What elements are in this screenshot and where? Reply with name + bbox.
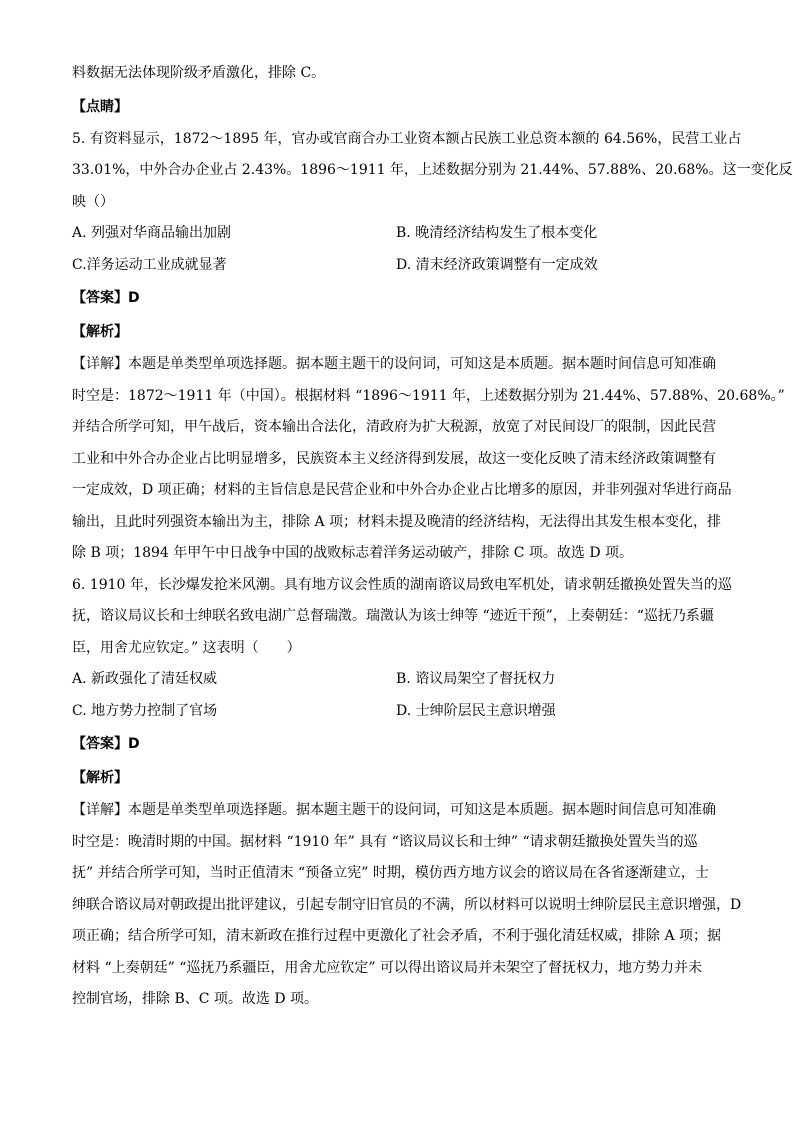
- q6-option-d: D. 士绅阶层民主意识增强: [396, 702, 556, 719]
- q5-option-a: A. 列强对华商品输出加剧: [72, 225, 232, 241]
- q6-detail-line: 抚” 并结合所学可知，当时正值清末 “预备立宪” 时期，模仿西方地方议会的谘议局在各省逐渐建立，士: [72, 865, 709, 881]
- previous-answer-tail: 料数据无法体现阶级矛盾激化，排除 C。: [72, 65, 326, 81]
- q5-option-b: B. 晚清经济结构发生了根本变化: [396, 225, 598, 241]
- q5-stem-line-2: 33.01%，中外合办企业占 2.43%。1896～1911 年，上述数据分别为 21.44%、57.88%、20.68%。这一变化反: [72, 162, 793, 178]
- q6-detail-line: 【详解】本题是单类型单项选择题。据本题主题干的设问词，可知这是本质题。据本题时间信息可知准确: [72, 802, 716, 818]
- q6-detail-line: 时空是：晚清时期的中国。据材料 “1910 年” 具有 “谘议局议长和士绅” “请求朝廷撤换处置失当的巡: [72, 833, 698, 850]
- q6-detail-line: 绅联合谘议局对朝政提出批评建议，引起专制守旧官员的不满，所以材料可以说明士绅阶层民主意识增强，D: [72, 896, 742, 913]
- q5-detail-line: 时空是：1872～1911 年（中国）。根据材料 “1896～1911 年，上述数据分别为 21.44%、57.88%、20.68%。”: [72, 387, 785, 404]
- q5-option-c: C.洋务运动工业成就显著: [72, 256, 227, 273]
- q5-detail: [72, 349, 785, 570]
- q6-detail: [72, 795, 742, 1016]
- q5-options-row-1: [72, 218, 732, 250]
- q5-detail-line: 一定成效，D 项正确；材料的主旨信息是民营企业和中外合办企业占比增多的原因，并非列强对华进行商品: [72, 482, 732, 498]
- q5-stem-line-1: 5. 有资料显示，1872～1895 年，官办或官商合办工业资本额占民族工业总资本额的 64.56%，民营工业占: [72, 130, 742, 147]
- q6-analysis-heading: 【解析】: [72, 770, 128, 786]
- q5-detail-line: 并结合所学可知，甲午战后，资本输出合法化，清政府为扩大税源，放宽了对民间设厂的限制，因此民营: [72, 419, 716, 435]
- dianjing-heading: 【点睛】: [72, 98, 128, 115]
- question-5: [72, 124, 793, 570]
- q5-answer: 【答案】D: [72, 290, 140, 306]
- q6-stem-line-3: 臣，用舍尤应钦定。” 这表明（ ）: [72, 639, 301, 656]
- q6-detail-line: 控制官场，排除 B、C 项。故选 D 项。: [72, 991, 319, 1007]
- q5-options-row-2: [72, 250, 732, 282]
- q6-answer: 【答案】D: [72, 736, 140, 752]
- document-page: [72, 58, 793, 1016]
- q6-stem-line-1: 6. 1910 年，长沙爆发抢米风潮。具有地方议会性质的湖南谘议局致电军机处，请求朝廷撤换处置失当的巡: [72, 576, 732, 593]
- question-6: [72, 570, 742, 1016]
- q5-stem-line-3: 映（）: [72, 193, 114, 210]
- q6-detail-line: 项正确；结合所学可知，清末新政在推行过程中更激化了社会矛盾，不利于强化清廷权威，排除 A 项；据: [72, 928, 722, 944]
- q6-option-a: A. 新政强化了清廷权威: [72, 671, 218, 687]
- q6-option-c: C. 地方势力控制了官场: [72, 702, 218, 719]
- q5-analysis-heading: 【解析】: [72, 324, 128, 340]
- q5-option-d: D. 清末经济政策调整有一定成效: [396, 256, 598, 273]
- q6-stem-line-2: 抚，谘议局议长和士绅联名致电湖广总督瑞澂。瑞澂认为该士绅等 “迹近干预”，上奏朝廷：“巡抚乃系疆: [72, 608, 714, 624]
- q5-detail-line: 【详解】本题是单类型单项选择题。据本题主题干的设问词，可知这是本质题。据本题时间信息可知准确: [72, 356, 716, 372]
- q6-option-b: B. 谘议局架空了督抚权力: [396, 671, 556, 687]
- q5-detail-line: 工业和中外合办企业占比明显增多，民族资本主义经济得到发展，故这一变化反映了清末经济政策调整有: [72, 450, 716, 467]
- q6-options-row-2: [72, 696, 732, 728]
- q6-options-row-1: [72, 664, 732, 696]
- q5-detail-line: 输出，且此时列强资本输出为主，排除 A 项；材料未提及晚清的经济结构，无法得出其发生根本变化，排: [72, 513, 722, 530]
- q5-detail-line: 除 B 项；1894 年甲午中日战争中国的战败标志着洋务运动破产，排除 C 项。故选 D 项。: [72, 545, 634, 561]
- q6-detail-line: 材料 “上奏朝廷” “巡抚乃系疆臣，用舍尤应钦定” 可以得出谘议局并未架空了督抚权力，地方势力并未: [72, 959, 702, 976]
